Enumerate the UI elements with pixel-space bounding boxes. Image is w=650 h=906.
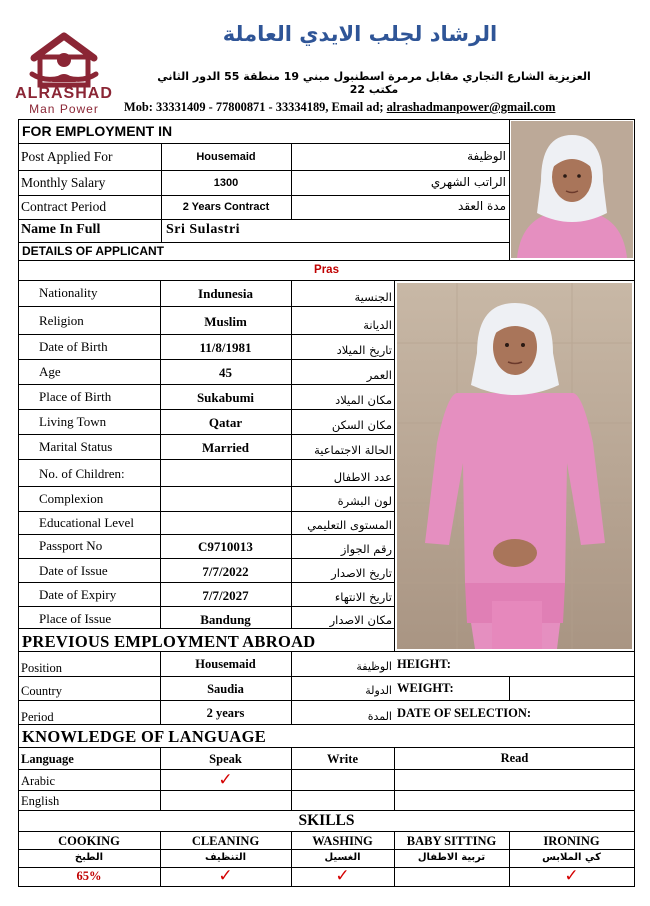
- language-name: English: [21, 794, 60, 808]
- applicant-full-photo: [397, 283, 632, 649]
- skill-name: IRONING: [543, 834, 600, 848]
- skills-section-title: SKILLS: [298, 812, 355, 829]
- post-applied-arabic: الوظيفة: [467, 149, 506, 163]
- detail-label: Place of Birth: [39, 389, 112, 404]
- previous-value: Saudia: [207, 682, 244, 696]
- previous-label: Period: [21, 710, 54, 724]
- previous-arabic: المدة: [367, 710, 392, 723]
- previous-arabic: الدولة: [365, 684, 392, 697]
- detail-arabic: تاريخ الاصدار: [331, 566, 392, 580]
- monthly-salary-label: Monthly Salary: [21, 175, 106, 190]
- detail-arabic: مكان الاصدار: [329, 613, 392, 627]
- skill-name: WASHING: [312, 834, 373, 848]
- skill-name: CLEANING: [191, 834, 260, 848]
- skill-arabic: كي الملابس: [542, 852, 601, 863]
- detail-label: Complexion: [39, 491, 104, 506]
- detail-value: Indunesia: [198, 286, 253, 301]
- detail-value: Qatar: [208, 415, 243, 430]
- name-label: Name In Full: [21, 222, 101, 237]
- contact-line: [124, 100, 640, 115]
- weight-label: WEIGHT:: [397, 681, 454, 695]
- detail-value: Sukabumi: [196, 390, 255, 405]
- logo-house-icon: [14, 30, 114, 90]
- height-label: HEIGHT:: [397, 657, 451, 671]
- contract-period-label: Contract Period: [21, 199, 107, 214]
- detail-arabic: العمر: [366, 368, 392, 382]
- detail-arabic: مكان الميلاد: [335, 393, 392, 407]
- skill-name: COOKING: [58, 834, 120, 848]
- detail-arabic: المستوى التعليمي: [307, 518, 392, 532]
- detail-label: Age: [39, 364, 61, 379]
- employment-section-title: FOR EMPLOYMENT IN: [22, 123, 173, 139]
- detail-label: Nationality: [39, 285, 98, 300]
- monthly-salary-arabic: الراتب الشهري: [430, 175, 506, 189]
- detail-arabic: تاريخ الانتهاء: [334, 590, 392, 604]
- date-of-selection-label: DATE OF SELECTION:: [397, 706, 532, 720]
- skill-arabic: التنظيف: [204, 852, 247, 863]
- brand-top: ALRASHAD: [15, 85, 113, 102]
- post-applied-value: Housemaid: [196, 151, 256, 163]
- detail-label: Marital Status: [39, 439, 113, 454]
- applicant-code: Pras: [314, 264, 339, 276]
- detail-label: No. of Children:: [39, 466, 125, 481]
- detail-label: Living Town: [39, 414, 107, 429]
- detail-arabic: الديانة: [363, 318, 392, 332]
- previous-arabic: الوظيفة: [356, 660, 392, 673]
- detail-label: Passport No: [39, 538, 103, 553]
- contact-email[interactable]: alrashadmanpower@gmail.com: [386, 100, 556, 114]
- contact-phones: Mob: 33331409 - 77800871 - 33334189, Email ad;: [124, 100, 387, 114]
- detail-value: 11/8/1981: [199, 340, 252, 355]
- skill-arabic: الطبخ: [74, 852, 104, 863]
- applicant-portrait-photo: [511, 121, 633, 258]
- language-name: Arabic: [21, 774, 56, 788]
- previous-value: Housemaid: [195, 657, 256, 671]
- detail-label: Religion: [39, 313, 84, 328]
- detail-arabic: الجنسية: [354, 290, 392, 304]
- language-section-title: KNOWLEDGE OF LANGUAGE: [22, 727, 267, 746]
- skill-arabic: تربية الاطفال: [417, 852, 486, 863]
- company-logo: [14, 30, 114, 114]
- check-icon: ✓: [218, 866, 233, 885]
- monthly-salary-value: 1300: [213, 177, 239, 189]
- detail-value: C9710013: [198, 539, 253, 554]
- detail-label: Place of Issue: [39, 611, 112, 626]
- previous-label: Country: [21, 684, 62, 698]
- detail-value: 45: [219, 365, 232, 380]
- detail-value: Muslim: [204, 314, 247, 329]
- contract-period-value: 2 Years Contract: [182, 201, 270, 213]
- arabic-company-address: العزيزية الشارع التجاري مقابل مرمرة اسطنبول مبني 19 منطقة 55 الدور الثاني مكتب 22: [157, 70, 591, 96]
- detail-label: Date of Issue: [39, 563, 108, 578]
- previous-employment-title: PREVIOUS EMPLOYMENT ABROAD: [22, 632, 316, 651]
- name-value: Sri Sulastri: [166, 222, 241, 237]
- detail-arabic: لون البشرة: [337, 494, 392, 508]
- detail-arabic: عدد الاطفال: [333, 470, 392, 484]
- skill-cooking-value: 65%: [76, 869, 102, 883]
- detail-arabic: تاريخ الميلاد: [336, 343, 392, 357]
- previous-label: Position: [21, 661, 62, 675]
- language-header-read: Read: [500, 751, 529, 765]
- skill-arabic: الغسيل: [324, 852, 361, 863]
- detail-value: Bandung: [200, 612, 251, 627]
- arabic-company-title: الرشاد لجلب الايدي العاملة: [222, 22, 498, 46]
- previous-value: 2 years: [206, 706, 245, 720]
- check-icon: ✓: [218, 770, 233, 789]
- detail-label: Date of Birth: [39, 339, 108, 354]
- detail-label: Date of Expiry: [39, 587, 117, 602]
- detail-arabic: الحالة الاجتماعية: [314, 443, 392, 457]
- post-applied-label: Post Applied For: [21, 149, 113, 164]
- language-header-write: Write: [326, 752, 358, 766]
- contract-period-arabic: مدة العقد: [458, 199, 506, 213]
- skill-name: BABY SITTING: [406, 834, 497, 848]
- language-header-language: Language: [21, 752, 74, 766]
- detail-value: 7/7/2027: [202, 588, 249, 603]
- brand-bottom: Man Power: [29, 102, 99, 116]
- detail-value: 7/7/2022: [202, 564, 249, 579]
- detail-arabic: رقم الجواز: [340, 542, 392, 556]
- details-section-title: DETAILS OF APPLICANT: [22, 244, 164, 258]
- language-header-speak: Speak: [209, 752, 242, 766]
- check-icon: ✓: [335, 866, 350, 885]
- detail-arabic: مكان السكن: [331, 418, 392, 432]
- detail-label: Educational Level: [39, 515, 134, 530]
- check-icon: ✓: [564, 866, 579, 885]
- detail-value: Married: [202, 440, 249, 455]
